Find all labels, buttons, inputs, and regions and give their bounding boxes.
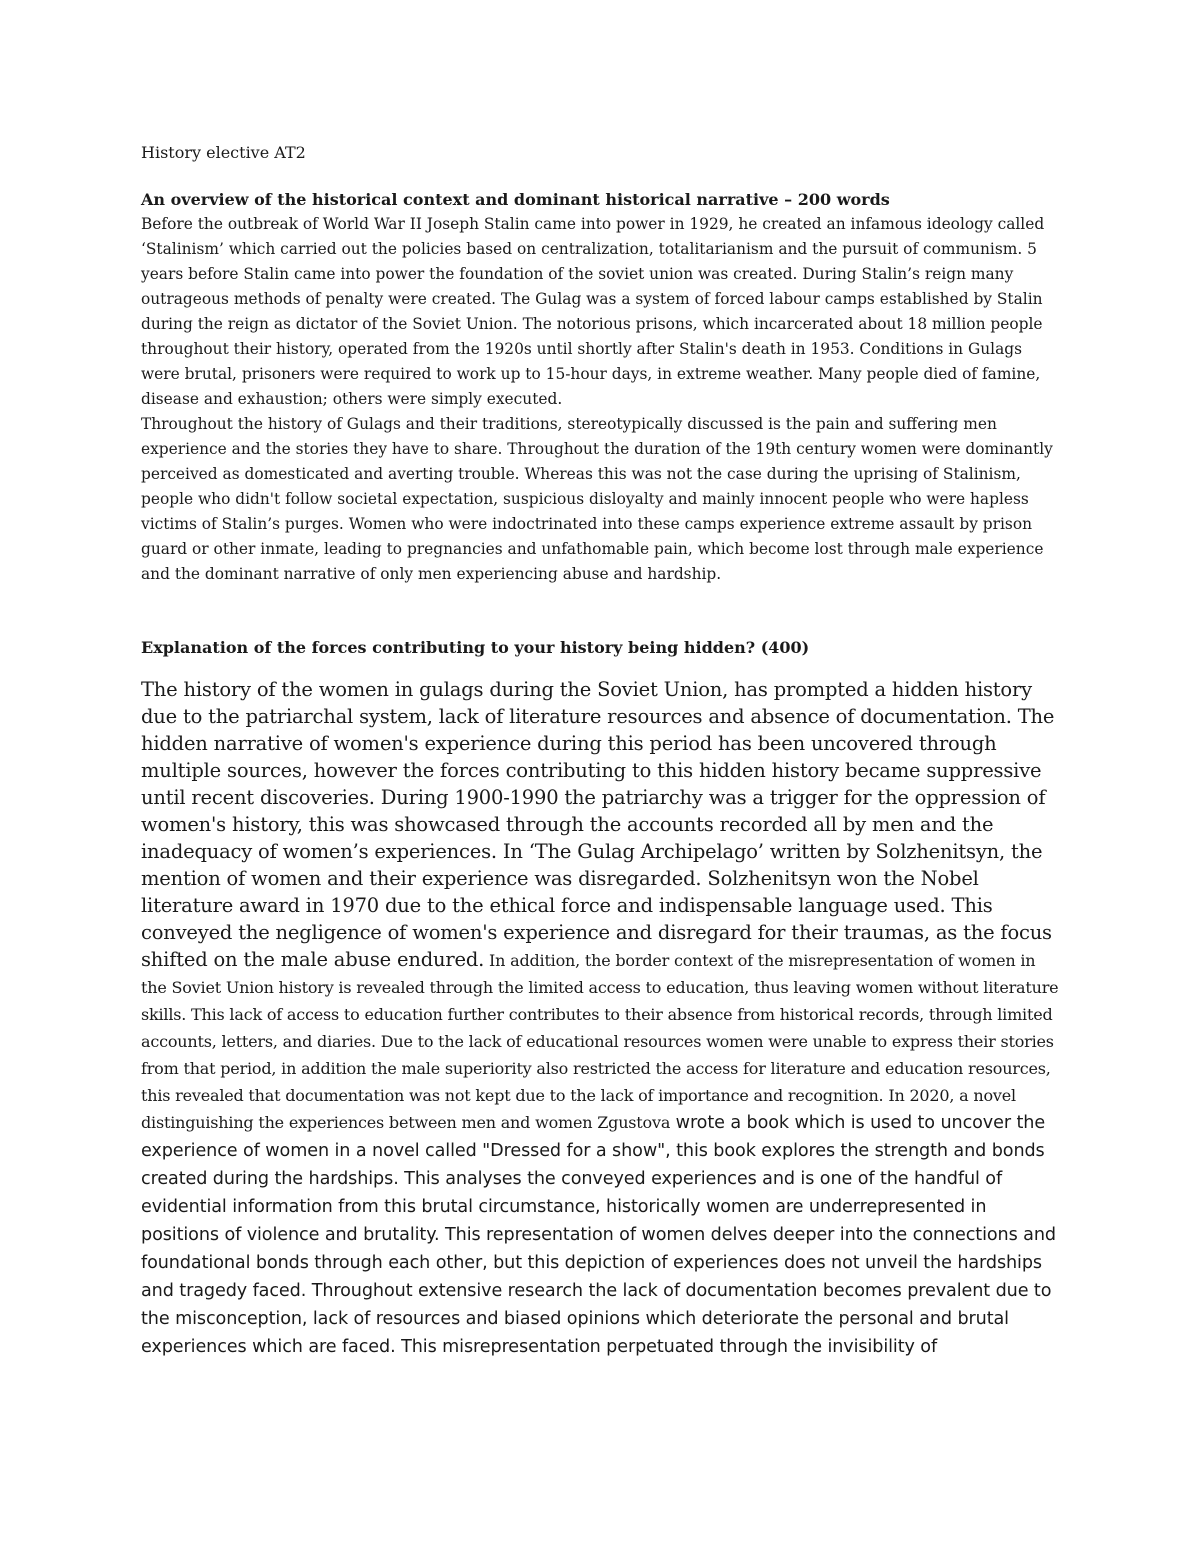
paragraph-segment-small: In addition, the border context of the misrepresentation of women in the Soviet Union history is revealed through the limited access to education, thus leaving women without literature skills. This lack of access to education further contributes to their absence from historical records, through limited accounts, letters, and diaries. Due to the lack of educational resources women were unable to express their stories from that period, in addition the male superiority also restricted the access for literature and education resources, this revealed that documentation was not kept due to the lack of importance and recognition. In 2020, a novel distinguishing the experiences between men and women Zgustova xyxy=(141,951,1059,1132)
document-body xyxy=(141,140,1063,1360)
section-heading-hidden-forces: Explanation of the forces contributing to your history being hidden? (400) xyxy=(141,638,810,657)
paragraph-segment-large: The history of the women in gulags during the Soviet Union, has prompted a hidden history due to the patriarchal system, lack of literature resources and absence of documentation. The hidden narrative of women's experience during this period has been uncovered through multiple sources, however the forces contributing to this hidden history became suppressive until recent discoveries. During 1900-1990 the patriarchy was a trigger for the oppression of women's history, this was showcased through the accounts recorded all by men and the inadequacy of women’s experiences. In ‘The Gulag Archipelago’ written by Solzhenitsyn, the mention of women and their experience was disregarded. Solzhenitsyn won the Nobel literature award in 1970 due to the ethical force and indispensable language used. This conveyed the negligence of women's experience and disregard for their traumas, as the focus shifted on the male abuse endured. xyxy=(141,678,1055,971)
overview-paragraph-1: Before the outbreak of World War II Joseph Stalin came into power in 1929, he created an infamous ideology called ‘Stalinism’ which carried out the policies based on centralization, totalitarianism and the pursuit of communism. 5 years before Stalin came into power the foundation of the soviet union was created. During Stalin’s reign many outrageous methods of penalty were created. The Gulag was a system of forced labour camps established by Stalin during the reign as dictator of the Soviet Union. The notorious prisons, which incarcerated about 18 million people throughout their history, operated from the 1920s until shortly after Stalin's death in 1953. Conditions in Gulags were brutal, prisoners were required to work up to 15-hour days, in extreme weather. Many people died of famine, disease and exhaustion; others were simply executed. xyxy=(141,215,1045,408)
section-heading-overview: An overview of the historical context and dominant historical narrative – 200 words xyxy=(141,190,890,209)
overview-paragraph-2: Throughout the history of Gulags and their traditions, stereotypically discussed is the pain and suffering men experience and the stories they have to share. Throughout the duration of the 19th century women were dominantly perceived as domesticated and averting trouble. Whereas this was not the case during the uprising of Stalinism, people who didn't follow societal expectation, suspicious disloyalty and mainly innocent people who were hapless victims of Stalin’s purges. Women who were indoctrinated into these camps experience extreme assault by prison guard or other inmate, leading to pregnancies and unfathomable pain, which become lost through male experience and the dominant narrative of only men experiencing abuse and hardship. xyxy=(141,415,1053,583)
document-title: History elective AT2 xyxy=(141,143,306,162)
paragraph-segment-sans: wrote a book which is used to uncover the experience of women in a novel called "Dressed for a show", this book explores the strength and bonds created during the hardships. This analyses the conveyed experiences and is one of the handful of evidential information from this brutal circumstance, historically women are underrepresented in positions of violence and brutality. This representation of women delves deeper into the connections and foundational bonds through each other, but this depiction of experiences does not unveil the hardships and tragedy faced. Throughout extensive research the lack of documentation becomes prevalent due to the misconception, lack of resources and biased opinions which deteriorate the personal and brutal experiences which are faced. This misrepresentation perpetuated through the invisibility of xyxy=(141,1113,1056,1357)
hidden-history-paragraph xyxy=(141,676,1063,1360)
